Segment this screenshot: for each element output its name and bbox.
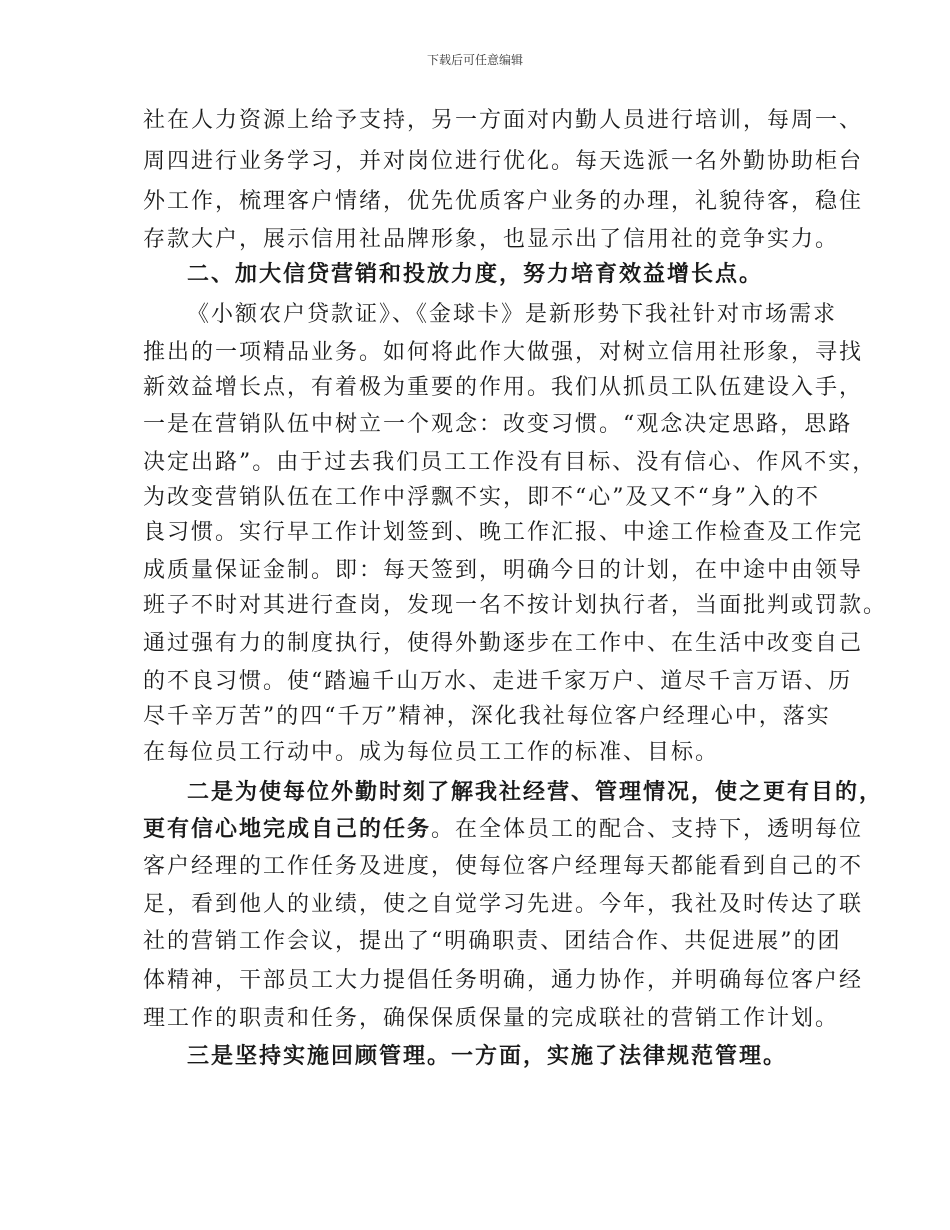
- body-line: 为改变营销队伍在工作中浮飘不实，即不“心”及又不“身”入的不: [143, 485, 820, 510]
- mixed-line: [143, 809, 863, 850]
- body-line: 尽千辛万苦”的四“千万”精神，深化我社每位客户经理心中，落实: [143, 704, 831, 729]
- body-line: 客户经理的工作任务及进度，使每位客户经理每天都能看到自己的不: [143, 854, 864, 879]
- body-line: 决定出路”。由于过去我们员工工作没有目标、没有信心、作风不实，: [143, 450, 877, 475]
- body-line: 《小额农户贷款证》、《金球卡》是新形势下我社针对市场需求: [187, 302, 838, 327]
- body-line: 通过强有力的制度执行，使得外勤逐步在工作中、在生活中改变自己: [143, 631, 864, 656]
- bold-lead-text: 更有信心地完成自己的任务: [143, 816, 432, 842]
- body-line: 成质量保证金制。即：每天签到，明确今日的计划，在中途中由领导: [143, 558, 864, 583]
- body-line: 推出的一项精品业务。如何将此作大做强，对树立信用社形象，寻找: [143, 340, 864, 365]
- page-header: 下载后可任意编辑: [426, 53, 523, 67]
- body-line: 足，看到他人的业绩，使之自觉学习先进。今年，我社及时传达了联: [143, 892, 864, 917]
- body-line: 社的营销工作会议，提出了“明确职责、团结合作、共促进展”的团: [143, 929, 842, 954]
- body-line: 理工作的职责和任务，确保保质保量的完成联社的营销工作计划。: [143, 1006, 840, 1031]
- bold-lead-line: 三是坚持实施回顾管理。一方面，实施了法律规范管理。: [187, 1043, 788, 1069]
- body-line: 良习惯。实行早工作计划签到、晚工作汇报、中途工作检查及工作完: [143, 520, 864, 545]
- bold-lead-line: 二是为使每位外勤时刻了解我社经营、管理情况，使之更有目的，: [187, 779, 884, 805]
- body-line: 新效益增长点，有着极为重要的作用。我们从抓员工队伍建设入手，: [143, 375, 864, 400]
- body-line: 一是在营销队伍中树立一个观念：改变习惯。“观念决定思路，思路: [143, 412, 853, 437]
- body-line: 的不良习惯。使“踏遍千山万水、走进千家万户、道尽千言万语、历: [143, 669, 853, 694]
- body-line: 体精神，干部员工大力提倡任务明确，通力协作，并明确每位客户经: [143, 968, 864, 993]
- body-line: 周四进行业务学习，并对岗位进行优化。每天选派一名外勤协助柜台: [143, 149, 864, 174]
- body-line: 社在人力资源上给予支持，另一方面对内勤人员进行培训，每周一、: [143, 108, 864, 133]
- section-heading: 二、加大信贷营销和投放力度，努力培育效益增长点。: [187, 261, 764, 287]
- body-line: 在每位员工行动中。成为每位员工工作的标准、目标。: [143, 740, 720, 765]
- body-line: 外工作，梳理客户情绪，优先优质客户业务的办理，礼貌待客，稳住: [143, 189, 864, 214]
- body-line: 存款大户，展示信用社品牌形象，也显示出了信用社的竞争实力。: [143, 227, 840, 252]
- body-line: 班子不时对其进行查岗，发现一名不按计划执行者，当面批判或罚款。: [143, 593, 888, 618]
- body-text: 。在全体员工的配合、支持下，透明每位: [431, 817, 864, 842]
